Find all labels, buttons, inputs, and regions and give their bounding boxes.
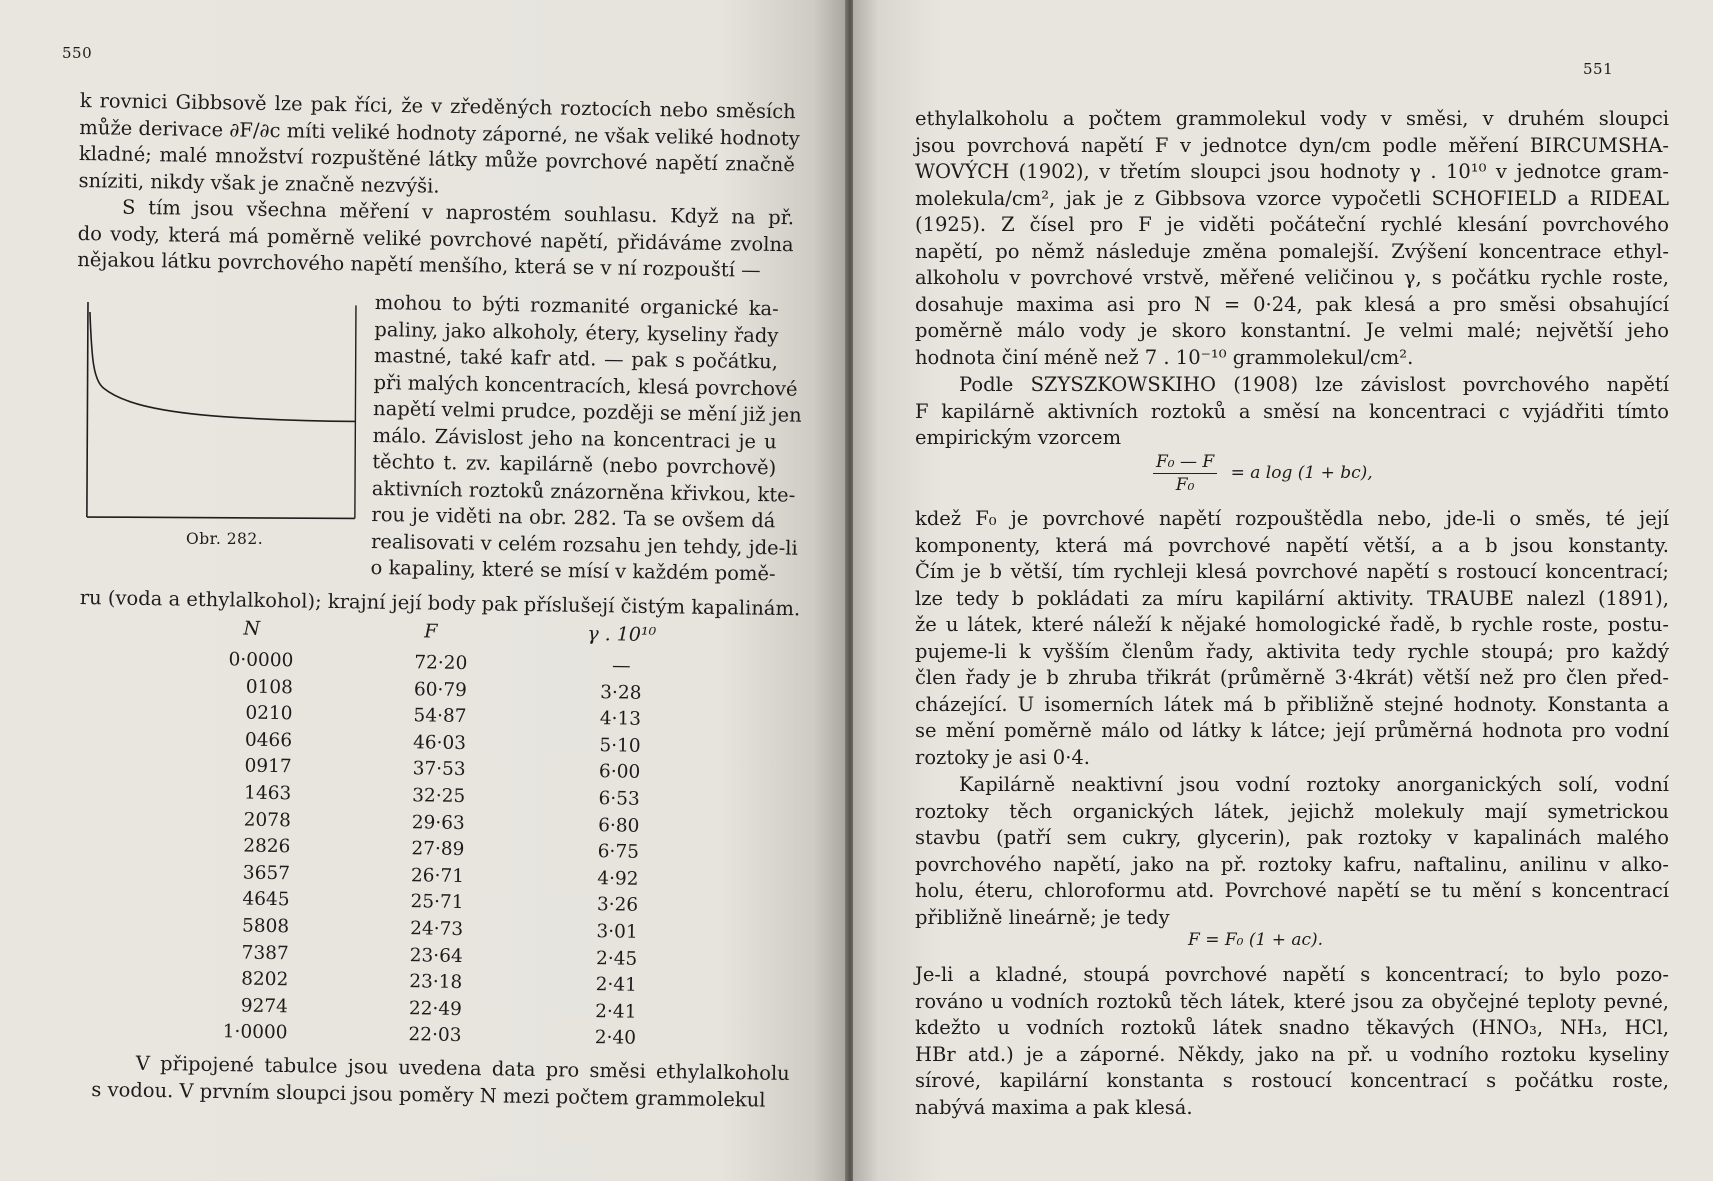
table-cell: 0210 xyxy=(245,702,293,725)
table-cell: 23·18 xyxy=(409,971,463,994)
table-cell: 54·87 xyxy=(413,705,467,728)
table-cell: 4645 xyxy=(242,888,290,911)
text-line: se mění poměrně málo od látky k látce; její průměrná hodnota pro vodní xyxy=(915,719,1669,742)
text-line: empirickým vzorcem xyxy=(915,426,1122,449)
table-cell: — xyxy=(611,655,631,677)
table-cell: 2·41 xyxy=(595,1000,637,1023)
text-line: V připojené tabulce jsou uvedena data pro směsi ethylalkoholu xyxy=(135,1051,790,1085)
table-column-n xyxy=(203,617,294,1047)
text-line: WOVÝCH (1902), v třetím sloupci jsou hodnoty γ . 10¹⁰ v jednotce gram- xyxy=(915,160,1669,183)
table-cell: 29·63 xyxy=(411,811,465,834)
table-column-f xyxy=(387,620,468,1050)
table-header: N xyxy=(243,617,261,640)
table-column-gamma xyxy=(573,623,664,1053)
table-cell: 5808 xyxy=(241,915,290,938)
text-line: kdež F₀ je povrchové napětí rozpouštědla nebo, jde-li o směs, té její xyxy=(915,507,1669,530)
table-cell: 2·45 xyxy=(595,947,638,970)
right-paragraph-constants xyxy=(915,506,1669,771)
table-cell: 37·53 xyxy=(412,758,466,781)
table-header: F xyxy=(424,620,438,643)
table-cell: 0466 xyxy=(244,729,293,752)
text-line: mohou to býti rozmanité organické ka- xyxy=(374,290,779,321)
table-cell: 3·01 xyxy=(596,921,638,943)
table-cell: 4·92 xyxy=(597,867,639,890)
table-cell: 6·80 xyxy=(598,814,640,837)
text-line: že u látek, které náleží k nějaké homologické řadě, b rychle roste, postu- xyxy=(915,613,1669,636)
text-line: kdežto u vodních roztoků látek snadno těkavých (HNO₃, NH₃, HCl, xyxy=(915,1016,1669,1039)
text-line: málo. Závislost jeho na koncentraci je u xyxy=(372,423,777,453)
right-paragraph-positive-a xyxy=(915,962,1669,1121)
right-paragraph-szyszkowski xyxy=(915,372,1669,452)
capillary-curve-graph xyxy=(83,300,366,529)
table-cell: 32·25 xyxy=(412,785,466,807)
formula-rhs: = a log (1 + bc), xyxy=(1230,463,1373,483)
right-page-number: 551 xyxy=(1583,60,1614,78)
table-header: γ . 10¹⁰ xyxy=(587,622,657,647)
figure-caption: Obr. 282. xyxy=(186,530,264,548)
table-cell: 2826 xyxy=(243,835,291,858)
text-line: F kapilárně aktivních roztoků a směsí na koncentraci c vyjádřiti tímto xyxy=(915,399,1669,423)
text-line: poměrně málo vody je skoro konstantní. Je velmi malé; největší jeho xyxy=(915,319,1669,342)
table-cell: 7387 xyxy=(241,942,289,964)
text-line: při malých koncentracích, klesá povrchové xyxy=(373,370,798,401)
text-line: povrchového napětí, jako na př. roztoky kafru, naftalinu, anilinu v alko- xyxy=(915,852,1669,876)
right-paragraph-inactive xyxy=(915,772,1669,931)
table-cell: 1·0000 xyxy=(222,1021,288,1044)
text-line: rou je viděti na obr. 282. Ta se ovšem dá xyxy=(371,502,776,533)
text-line: nabývá maxima a pak klesá. xyxy=(915,1095,1193,1119)
table-cell: 60·79 xyxy=(413,678,468,701)
table-cell: 6·53 xyxy=(598,788,640,810)
text-line: stavbu (patří sem cukry, glycerin), pak roztoky v kapalinách malého xyxy=(915,826,1669,849)
text-line: aktivních roztoků znázorněna křivkou, kte- xyxy=(371,476,796,507)
text-line: (1925). Z čísel pro F je viděti počáteční rychlé klesání povrchového xyxy=(915,213,1669,236)
table-cell: 25·71 xyxy=(410,891,464,914)
text-line: hodnota činí méně než 7 . 10⁻¹⁰ grammolekul/cm². xyxy=(915,345,1414,369)
text-line: rováno u vodních roztoků těch látek, které jsou za obyčejné teploty pevné, xyxy=(915,989,1669,1013)
text-line: do vody, která má poměrně veliké povrchové napětí, přidáváme zvolna xyxy=(77,221,794,256)
text-line: s vodou. V prvním sloupci jsou poměry N mezi počtem grammolekul xyxy=(91,1077,766,1112)
table-cell: 4·13 xyxy=(599,708,642,730)
linear-formula: F = F₀ (1 + ac). xyxy=(1188,930,1324,950)
right-paragraph-table-description xyxy=(915,106,1669,371)
text-line: paliny, jako alkoholy, étery, kyseliny řady xyxy=(374,317,779,347)
text-line: o kapaliny, které se mísí v každém pomě- xyxy=(370,555,776,586)
text-line: molekula/cm², jak je z Gibbsova vzorce vypočetli SCHOFIELD a RIDEAL xyxy=(915,186,1669,210)
right-page xyxy=(853,0,1713,1181)
table-cell: 9274 xyxy=(240,995,289,1017)
text-line: může derivace ∂F/∂c míti veliké hodnoty záporné, ne však veliké hodnoty xyxy=(79,115,800,150)
text-line: ethylalkoholu a počtem grammolekul vody v směsi, v druhém sloupci xyxy=(915,107,1669,130)
table-cell: 0108 xyxy=(245,676,294,698)
figure-right-border xyxy=(355,305,356,518)
table-cell: 2·40 xyxy=(594,1027,637,1050)
figure-282 xyxy=(83,300,366,533)
text-line: sírové, kapilární konstanta s rostoucí koncentrací s počátku roste, xyxy=(915,1069,1669,1092)
table-cell: 3·26 xyxy=(596,894,639,917)
table-cell: 24·73 xyxy=(409,918,464,940)
formula-denominator: F₀ xyxy=(1175,475,1195,495)
table-cell: 26·71 xyxy=(410,864,465,887)
surface-tension-curve xyxy=(89,312,356,421)
table-cell: 27·89 xyxy=(411,838,465,861)
text-line: roztoky je asi 0·4. xyxy=(915,745,1091,769)
text-line: lze tedy b pokládati za míru kapilární aktivity. TRAUBE nalezl (1891), xyxy=(915,586,1669,610)
table-cell: 2·41 xyxy=(595,974,638,996)
figure-y-axis xyxy=(87,302,88,517)
text-line: kladné; malé množství rozpuštěné látky může povrchové napětí značně xyxy=(78,141,796,177)
table-cell: 72·20 xyxy=(414,652,468,675)
figure-x-axis xyxy=(87,517,355,518)
text-line: pujeme-li k vyšším členům řady, aktivita tedy rychle stoupá; pro každý xyxy=(915,639,1669,663)
text-line: přibližně lineárně; je tedy xyxy=(915,905,1170,929)
table-cell: 22·03 xyxy=(408,1024,462,1047)
table-cell: 22·49 xyxy=(408,997,463,1020)
table-cell: 3657 xyxy=(242,862,291,885)
text-line: cházející. U isomerních látek má b přibližně stejné hodnoty. Konstanta a xyxy=(915,692,1669,716)
text-line: S tím jsou všechna měření v naprostém souhlasu. Když na př. xyxy=(121,195,795,230)
table-cell: 6·75 xyxy=(597,841,640,863)
left-page xyxy=(0,0,847,1181)
left-paragraph-intro xyxy=(77,88,800,285)
left-page-number: 550 xyxy=(62,44,93,62)
left-paragraph-wrap xyxy=(370,290,802,588)
text-line: HBr atd.) je a záporné. Někdy, jako na př. u vodního roztoku kyseliny xyxy=(915,1042,1669,1066)
table-cell: 23·64 xyxy=(409,944,463,967)
text-line: holu, éteru, chloroformu atd. Povrchové napětí se tu mění s koncentrací xyxy=(915,879,1669,902)
text-line: ru (voda a ethylalkohol); krajní její body pak příslušejí čistým kapalinám. xyxy=(79,585,801,621)
table-cell: 3·28 xyxy=(600,681,642,704)
table-cell: 0917 xyxy=(244,755,292,778)
text-line: člen řady je b zhruba třikrát (průměrně 3·4krát) větší než pro člen před- xyxy=(915,666,1669,689)
text-line: těchto t. zv. kapilárně (nebo povrchově) xyxy=(372,449,777,480)
text-line: sníziti, nikdy však je značně nezvýši. xyxy=(78,168,440,198)
table-cell: 1463 xyxy=(243,782,292,805)
text-line: jsou povrchová napětí F v jednotce dyn/cm podle měření BIRCUMSHA- xyxy=(915,133,1669,157)
text-line: mastné, také kafr atd. — pak s počátku, xyxy=(373,343,779,374)
text-line: k rovnici Gibbsově lze pak říci, že v zředěných roztocích nebo směsích xyxy=(79,88,796,124)
text-line: realisovati v celém rozsahu jen tehdy, jde-li xyxy=(370,529,798,560)
table-cell: 8202 xyxy=(241,968,289,991)
table-cell: 5·10 xyxy=(599,734,641,757)
szyszkowski-formula xyxy=(1153,452,1373,495)
text-line: Podle SZYSZKOWSKIHO (1908) lze závislost povrchového napětí xyxy=(959,373,1669,396)
left-paragraph-table-note xyxy=(91,1050,790,1114)
text-line: napětí velmi prudce, později se mění již jen xyxy=(372,396,802,427)
table-cell: 0·0000 xyxy=(228,649,294,672)
text-line: dosahuje maxima asi pro N = 0·24, pak klesá a pro směsi obsahující xyxy=(915,292,1669,316)
text-line: komponenty, která má povrchové napětí větší, a a b jsou konstanty. xyxy=(915,533,1669,557)
text-line: roztoky těch organických látek, jejichž molekuly mají symetrickou xyxy=(915,799,1669,823)
formula-fraction xyxy=(1153,452,1217,495)
text-line: Je-li a kladné, stoupá povrchové napětí s koncentrací; to bylo pozo- xyxy=(915,963,1669,986)
text-line: Kapilárně neaktivní jsou vodní roztoky anorganických solí, vodní xyxy=(959,773,1669,796)
text-line: Čím je b větší, tím rychleji klesá povrchové napětí s rostoucí koncentrací; xyxy=(915,560,1669,583)
table-cell: 2078 xyxy=(243,809,291,831)
text-line: napětí, po němž následuje změna pomalejší. Zvýšení koncentrace ethyl- xyxy=(915,239,1669,263)
text-line: alkoholu v povrchové vrstvě, měřené veličinou γ, s počátku rychle roste, xyxy=(915,266,1669,289)
table-cell: 6·00 xyxy=(598,761,641,784)
left-paragraph-after-figure xyxy=(79,585,801,622)
formula-numerator: F₀ — F xyxy=(1153,452,1217,474)
table-cell: 46·03 xyxy=(412,731,467,754)
text-line: nějakou látku povrchového napětí menšího, která se v ní rozpouští — xyxy=(77,247,761,282)
